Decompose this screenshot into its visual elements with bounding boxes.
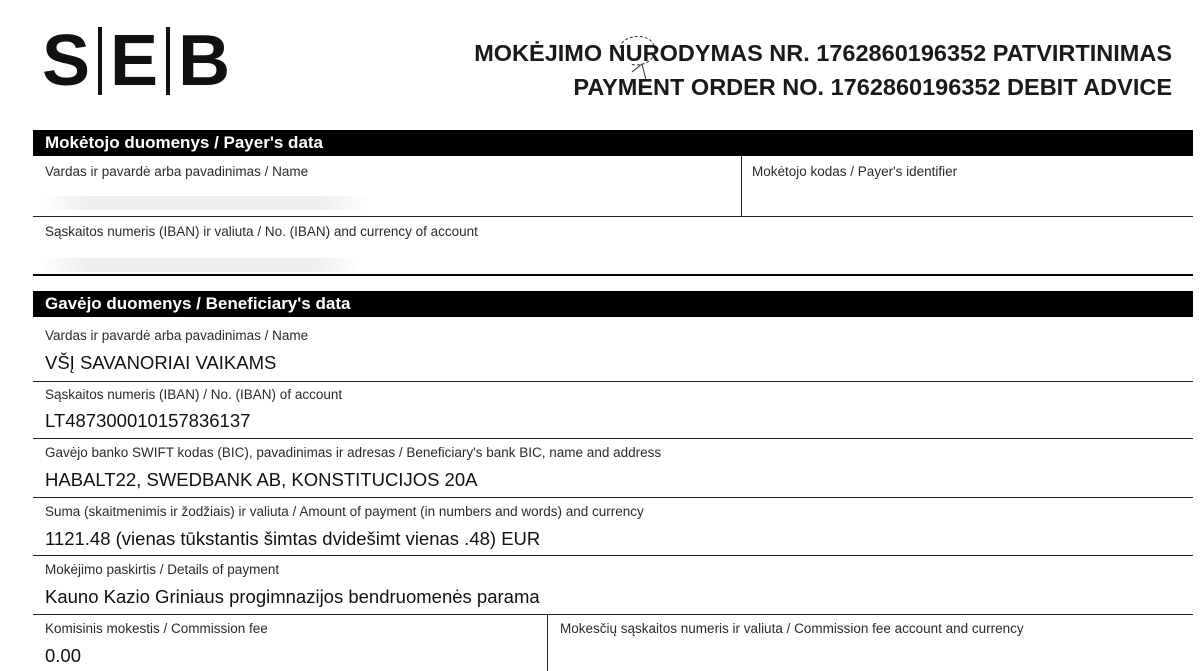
seb-logo [42,21,231,101]
commission-fee-account-label: Mokesčių sąskaitos numeris ir valiuta / Commission fee account and currency [560,621,1024,636]
commission-fee-value: 0.00 [45,645,82,666]
beneficiary-section-header: Gavėjo duomenys / Beneficiary's data [33,291,1193,317]
payment-amount-label: Suma (skaitmenimis ir žodžiais) ir valiuta / Amount of payment (in numbers and words) and currency [45,504,644,519]
payer-account-label: Sąskaitos numeris (IBAN) ir valiuta / No. (IBAN) and currency of account [45,224,478,239]
payment-amount-value: 1121.48 (vienas tūkstantis šimtas dvidešimt vienas .48) EUR [45,528,541,549]
payment-details-label: Mokėjimo paskirtis / Details of payment [45,562,280,577]
row-divider [33,497,1193,498]
payer-column-divider [741,156,742,216]
payer-name-label: Vardas ir pavardė arba pavadinimas / Name [45,164,309,179]
beneficiary-bank-label: Gavėjo banko SWIFT kodas (BIC), pavadinimas ir adresas / Beneficiary's bank BIC, name and address [45,445,662,460]
title-line-lt: MOKĖJIMO NURODYMAS NR. 1762860196352 PATVIRTINIMAS [474,40,1172,66]
logo-letter-s: S [42,21,91,101]
row-divider [33,381,1193,382]
beneficiary-bank-value: HABALT22, SWEDBANK AB, KONSTITUCIJOS 20A [45,469,478,490]
row-divider [33,438,1193,439]
payer-row-divider [33,216,1193,217]
title-line-en: PAYMENT ORDER NO. 1762860196352 DEBIT ADVICE [573,74,1172,100]
document-title [474,36,1172,104]
beneficiary-name-label: Vardas ir pavardė arba pavadinimas / Name [45,328,309,343]
row-divider [33,555,1193,556]
logo-letter-e: E [110,21,159,101]
logo-letter-b: B [178,21,231,101]
beneficiary-account-value: LT487300010157836137 [45,410,251,431]
commission-fee-label: Komisinis mokestis / Commission fee [45,621,268,636]
logo-divider [166,27,170,95]
row-divider [33,614,1193,615]
payer-account-redacted [40,258,360,272]
beneficiary-account-label: Sąskaitos numeris (IBAN) / No. (IBAN) of account [45,387,343,402]
payer-name-redacted [40,196,370,210]
payer-identifier-label: Mokėtojo kodas / Payer's identifier [752,164,958,179]
logo-divider [98,27,102,95]
payer-section-header: Mokėtojo duomenys / Payer's data [33,130,1193,156]
beneficiary-name-value: VŠĮ SAVANORIAI VAIKAMS [45,352,277,373]
payment-details-value: Kauno Kazio Griniaus progimnazijos bendruomenės parama [45,586,540,607]
fee-column-divider [547,614,548,671]
payer-section-bottom [33,274,1193,276]
